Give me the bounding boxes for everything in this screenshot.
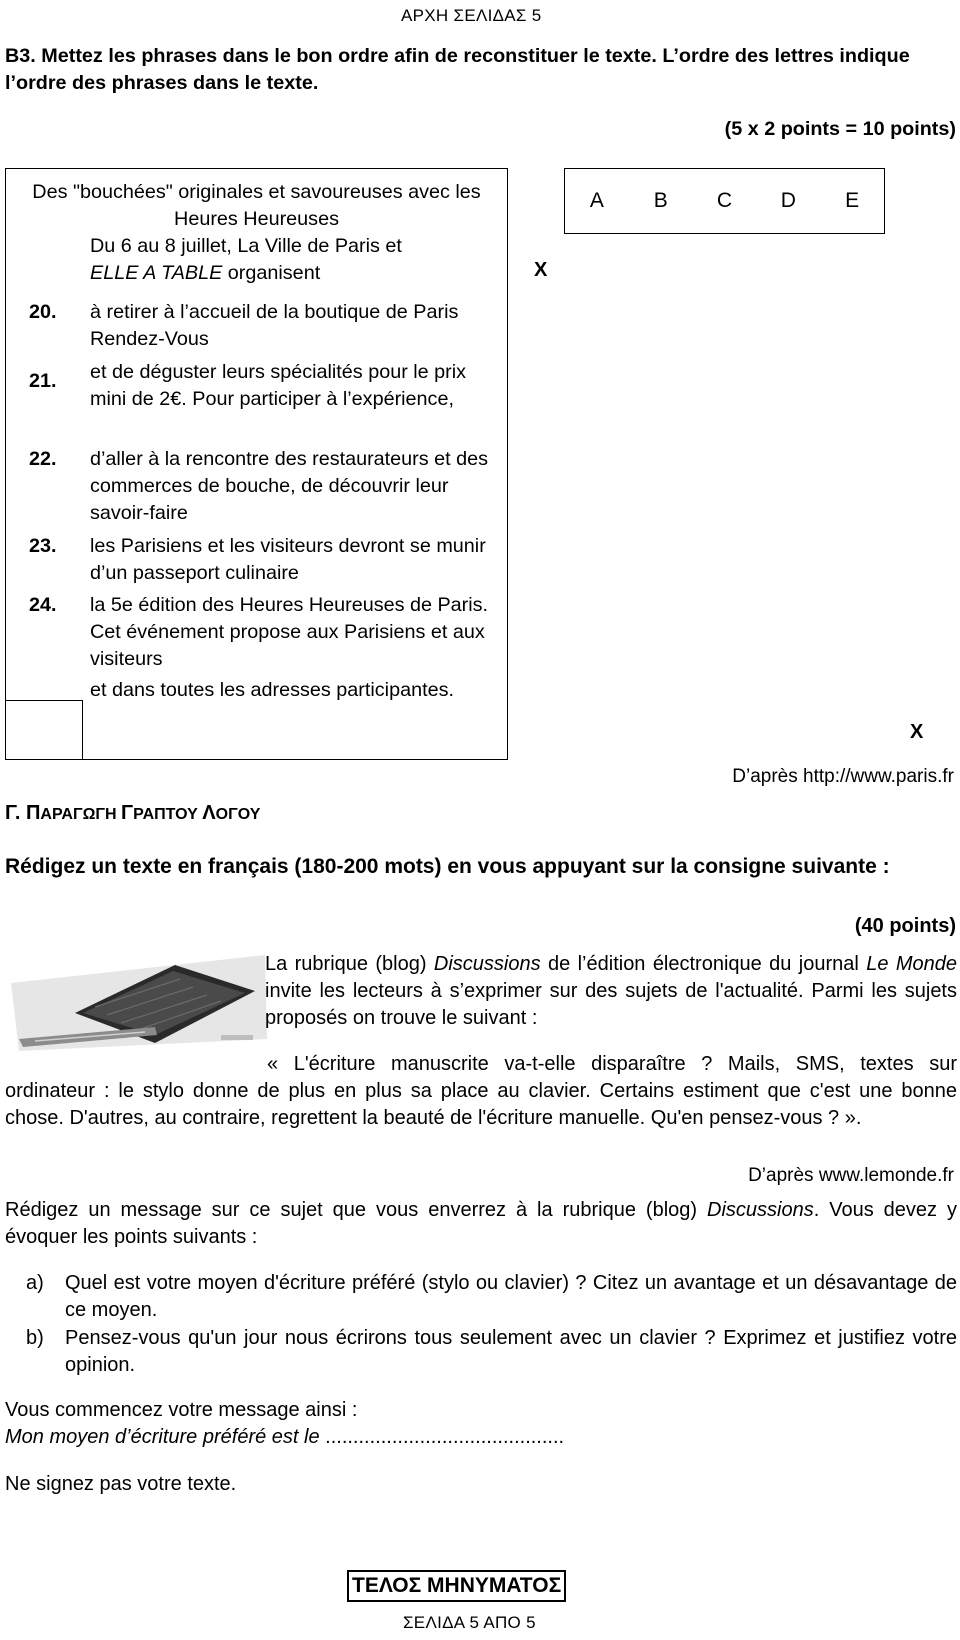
quote-source: D’après www.lemonde.fr — [748, 1165, 954, 1186]
item-text: et de déguster leurs spécialités pour le prix mini de 2€. Pour participer à l’expérience, — [90, 361, 467, 410]
item-number: 24. — [29, 594, 57, 616]
exercise-points: (5 x 2 points = 10 points) — [724, 118, 956, 140]
answer-letters-row — [564, 168, 885, 234]
writing-points: (40 points) — [854, 915, 956, 937]
item-number: 21. — [29, 370, 57, 392]
blog-description: La rubrique (blog) Discussions de l’édition électronique du journal Le Monde invite les lecteurs à s’exprimer sur des sujets de l'actualité. Parmi les sujets proposés on trouve le suivant : — [265, 953, 957, 1029]
item-number: 22. — [29, 448, 57, 470]
answer-mark-bottom: X — [910, 721, 924, 743]
intro-italic: ELLE A TABLE — [90, 262, 223, 284]
answer-letter: B — [653, 189, 668, 213]
answer-mark-top: X — [534, 259, 548, 281]
table-title: Des "bouchées" originales et savoureuses avec les Heures Heureuses — [32, 181, 481, 230]
section-title: Γ. ΠΑΡΑΓΩΓΗ ΓΡΑΠΤΟΥ ΛΟΓΟΥ — [5, 802, 261, 824]
item-text: les Parisiens et les visiteurs devront se munir d’un passeport culinaire — [90, 535, 486, 584]
end-of-message: ΤΕΛΟΣ ΜΗΝΥΜΑΤΟΣ — [347, 1570, 566, 1602]
item-text: d’aller à la rencontre des restaurateurs et des commerces de bouche, de découvrir leur savoir-faire — [90, 448, 489, 524]
answer-letter: D — [780, 189, 796, 213]
blog-quote: « L'écriture manuscrite va-t-elle disparaître ? Mails, SMS, textes sur ordinateur : le stylo donne de plus en plus sa place au clavier. Certains estiment que c'est une bonne chose. D'autres, au contraire, regrettent la beauté de l'écriture manuelle. Qu'en pensez-vous ? ». — [5, 1053, 957, 1129]
item-number: 20. — [29, 301, 57, 323]
table-intro — [90, 233, 500, 287]
intro-rest: organisent — [222, 262, 321, 284]
writing-prompt: Rédigez un texte en français (180-200 mots) en vous appuyant sur la consigne suivante : — [5, 855, 890, 878]
item-text: à retirer à l’accueil de la boutique de Paris Rendez-Vous — [90, 301, 459, 350]
exercise-instruction: B3. Mettez les phrases dans le bon ordre afin de reconstituer le texte. L’ordre des lettres indique l’ordre des phrases dans le texte. — [5, 45, 910, 94]
point-text: Pensez-vous qu'un jour nous écrirons tous seulement avec un clavier ? Exprimez et justifiez votre opinion. — [65, 1327, 957, 1376]
begin-instruction: Vous commencez votre message ainsi : Mon moyen d’écriture préféré est le ........................................... — [5, 1399, 565, 1448]
answer-letter: A — [589, 189, 604, 213]
empty-number-cell — [5, 700, 83, 760]
exercise-source: D’après http://www.paris.fr — [732, 766, 954, 787]
sentence-table — [5, 168, 508, 760]
task-text: Rédigez un message sur ce sujet que vous enverrez à la rubrique (blog) Discussions. Vous devez y évoquer les points suivants : — [5, 1199, 958, 1248]
intro-line1: Du 6 au 8 juillet, La Ville de Paris et — [90, 235, 402, 257]
page-footer: ΣΕΛΙΔΑ 5 ΑΠΟ 5 — [403, 1613, 536, 1632]
keyboard-pen-photo — [5, 943, 273, 1058]
point-label: a) — [26, 1272, 44, 1294]
table-last-line: et dans toutes les adresses participantes. — [90, 679, 454, 701]
no-sign-note: Ne signez pas votre texte. — [5, 1473, 237, 1495]
page-header: ΑΡΧΗ ΣΕΛΙΔΑΣ 5 — [401, 6, 542, 25]
item-number: 23. — [29, 535, 57, 557]
point-label: b) — [26, 1327, 44, 1349]
answer-letter: C — [716, 189, 733, 213]
item-text: la 5e édition des Heures Heureuses de Paris. Cet événement propose aux Parisiens et aux visiteurs — [90, 594, 489, 670]
answer-letter: E — [845, 189, 860, 213]
point-text: Quel est votre moyen d'écriture préféré (stylo ou clavier) ? Citez un avantage et un désavantage de ce moyen. — [65, 1272, 957, 1321]
